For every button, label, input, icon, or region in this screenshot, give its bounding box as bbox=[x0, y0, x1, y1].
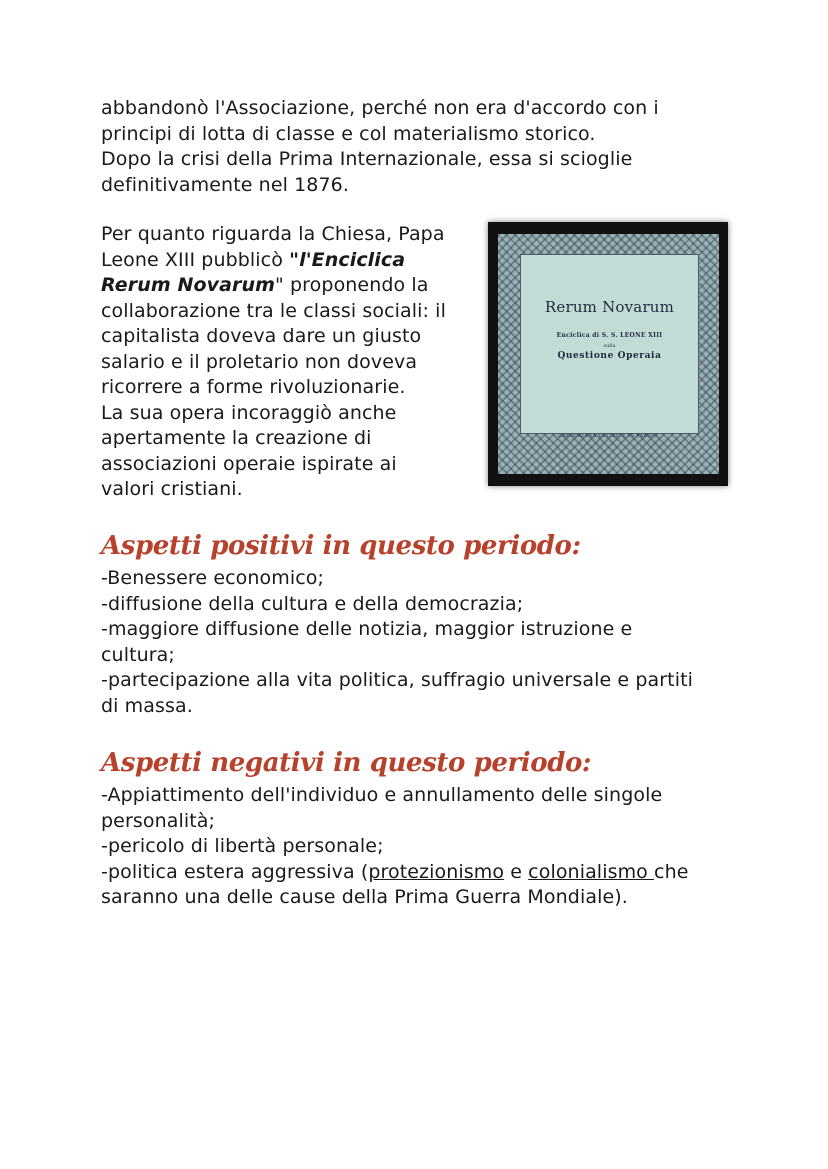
text-line: definitivamente nel 1876. bbox=[101, 173, 350, 196]
encyclical-title: Rerum Novarum bbox=[101, 274, 276, 296]
cover-publisher: GREGORIANA EDITRICE IN PADOVA bbox=[558, 434, 659, 439]
text-line: Per quanto riguarda la Chiesa, Papa bbox=[101, 223, 445, 245]
text-span: " proponendo la bbox=[275, 274, 429, 296]
text-line: La sua opera incoraggiò anche bbox=[101, 401, 397, 424]
list-item-continuation: di massa. bbox=[101, 694, 193, 717]
positive-aspects-heading: Aspetti positivi in questo periodo: bbox=[101, 531, 581, 561]
text-line: collaborazione tra le classi sociali: il bbox=[101, 299, 446, 322]
list-item-continuation: saranno una delle cause della Prima Guerra Mondiale). bbox=[101, 886, 628, 908]
text-span: che bbox=[654, 860, 689, 883]
underlined-term: colonialismo bbox=[528, 860, 655, 883]
text-line: associazioni operaie ispirate ai bbox=[101, 452, 397, 475]
underlined-term: protezionismo bbox=[368, 860, 505, 883]
cover-topic: Questione Operaia bbox=[557, 351, 662, 361]
cover-nella: sulla bbox=[603, 343, 616, 349]
text-line: abbandonò l'Associazione, perché non era d'accordo con i bbox=[101, 97, 659, 119]
list-item-continuation: personalità; bbox=[101, 809, 216, 832]
text-span: e bbox=[504, 860, 529, 883]
encyclical-title-start: "l'Enciclica bbox=[289, 248, 406, 271]
list-item bbox=[101, 860, 741, 886]
list-item: -Benessere economico; bbox=[101, 567, 325, 589]
cover-panel bbox=[520, 254, 699, 434]
negative-aspects-heading: Aspetti negativi in questo periodo: bbox=[101, 748, 592, 778]
text-line: valori cristiani. bbox=[101, 478, 243, 500]
negative-aspects-list bbox=[101, 783, 741, 911]
church-paragraph bbox=[101, 222, 481, 503]
rerum-novarum-cover-image bbox=[488, 222, 728, 486]
church-section bbox=[101, 222, 741, 502]
cover-title: Rerum Novarum bbox=[544, 298, 675, 316]
text-line: salario e il proletario non doveva bbox=[101, 350, 418, 373]
text-line bbox=[101, 248, 481, 274]
cover-ornamental-border bbox=[498, 234, 719, 474]
text-line: principi di lotta di classe e col materialismo storico. bbox=[101, 122, 596, 145]
text-line: ricorrere a forme rivoluzionarie. bbox=[101, 376, 406, 398]
text-span: -politica estera aggressiva ( bbox=[101, 860, 369, 883]
document-page bbox=[101, 96, 741, 911]
intro-paragraph bbox=[101, 96, 741, 198]
list-item: -diffusione della cultura e della democrazia; bbox=[101, 592, 524, 615]
list-item: -partecipazione alla vita politica, suffragio universale e partiti bbox=[101, 669, 693, 691]
list-item: -pericolo di libertà personale; bbox=[101, 835, 384, 857]
text-line: capitalista doveva dare un giusto bbox=[101, 325, 422, 347]
positive-aspects-list bbox=[101, 566, 741, 719]
text-span: Leone XIII pubblicò bbox=[101, 248, 290, 271]
list-item: -maggiore diffusione delle notizia, maggior istruzione e bbox=[101, 618, 633, 640]
text-line: Dopo la crisi della Prima Internazionale, essa si scioglie bbox=[101, 148, 633, 170]
text-line bbox=[101, 273, 481, 299]
cover-subtitle: Enciclica di S. S. LEONE XIII bbox=[556, 332, 663, 339]
list-item: -Appiattimento dell'individuo e annullamento delle singole bbox=[101, 784, 663, 806]
list-item-continuation: cultura; bbox=[101, 643, 175, 666]
text-line: apertamente la creazione di bbox=[101, 427, 372, 449]
